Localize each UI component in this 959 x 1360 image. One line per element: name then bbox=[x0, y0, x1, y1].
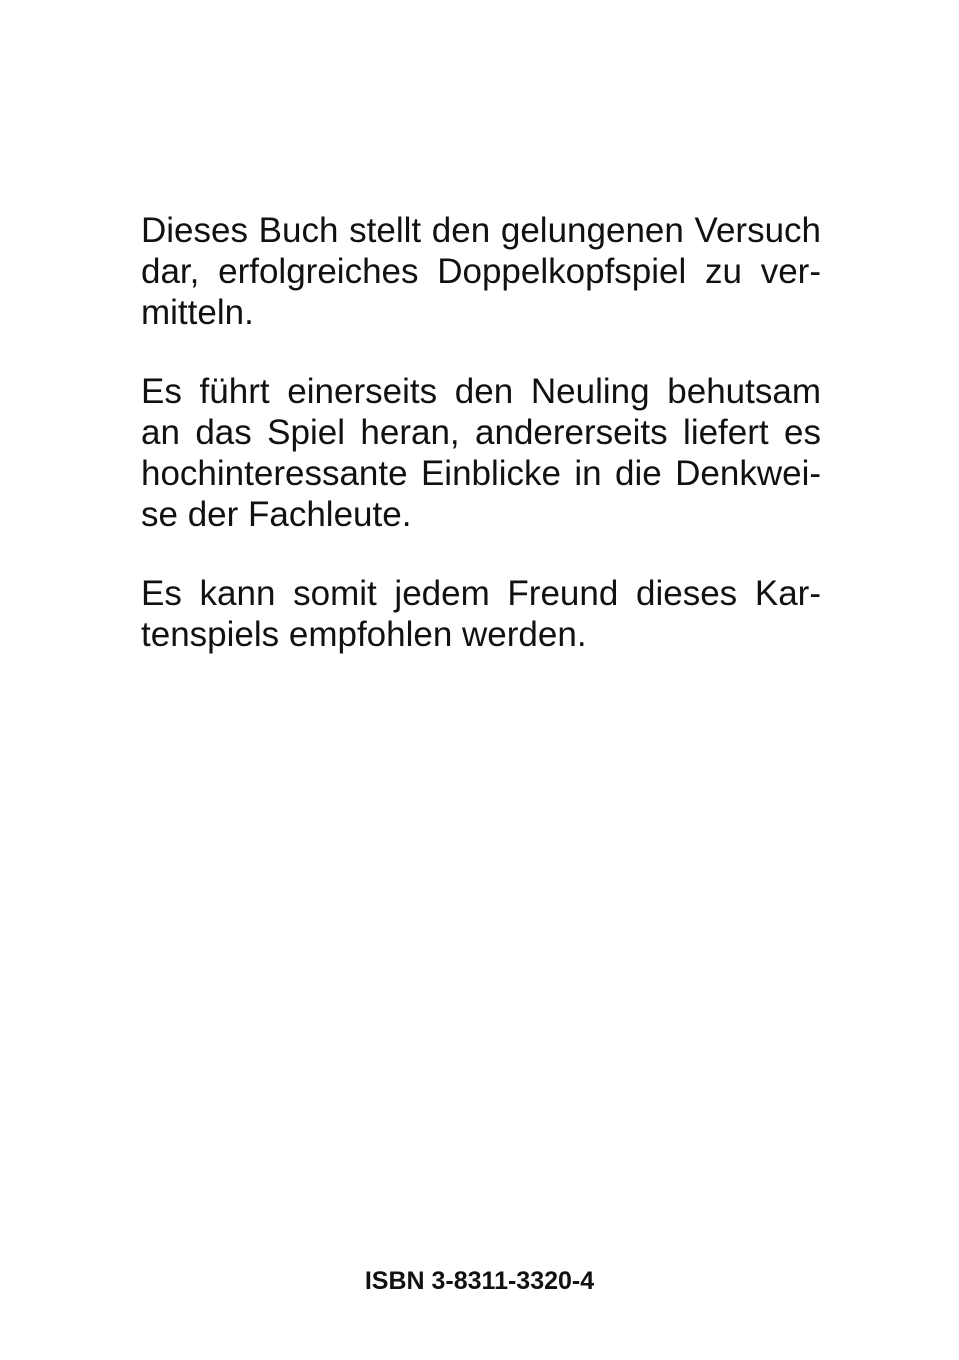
blurb-line: mitteln. bbox=[141, 293, 254, 332]
blurb-line: Dieses Buch stellt den gelungenen Versuch bbox=[141, 211, 821, 250]
isbn-number: ISBN 3-8311-3320-4 bbox=[364, 1267, 595, 1295]
back-cover-blurb bbox=[141, 210, 821, 693]
blurb-line: Es kann somit jedem Freund dieses Kar- bbox=[141, 574, 821, 613]
blurb-line: an das Spiel heran, andererseits liefert es bbox=[141, 413, 821, 452]
blurb-line: Es führt einerseits den Neuling behutsam bbox=[141, 372, 821, 411]
blurb-paragraph-2 bbox=[141, 371, 821, 535]
blurb-line: dar, erfolgreiches Doppelkopfspiel zu ver- bbox=[141, 252, 821, 291]
blurb-line: hochinteressante Einblicke in die Denkwei- bbox=[141, 454, 821, 493]
blurb-line: se der Fachleute. bbox=[141, 495, 412, 534]
blurb-paragraph-1 bbox=[141, 210, 821, 333]
blurb-line: tenspiels empfohlen werden. bbox=[141, 615, 587, 654]
blurb-paragraph-3 bbox=[141, 573, 821, 655]
